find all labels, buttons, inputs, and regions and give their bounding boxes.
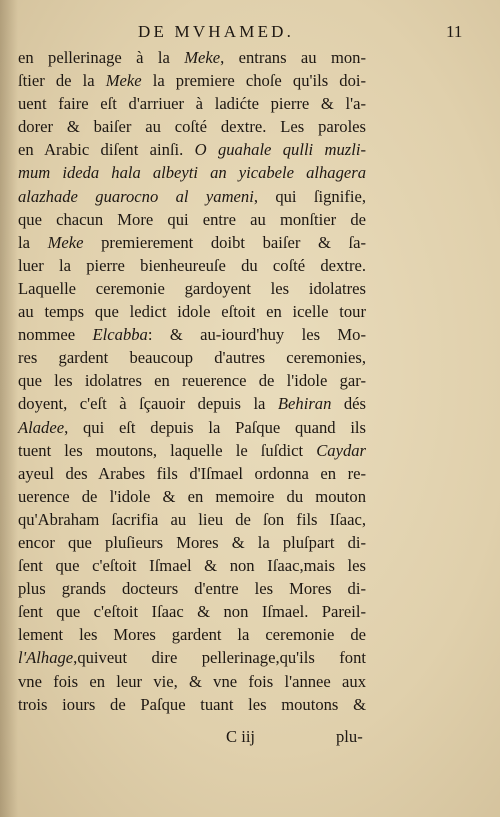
body-text (18, 46, 366, 716)
text-run: ayeul des Arabes fils d'Iſmael ordonna en re- (18, 463, 366, 483)
text-line (18, 115, 366, 138)
text-line (18, 300, 366, 323)
text-run: ſtier de la (18, 71, 106, 91)
text-run: lement les Mores gardent la ceremonie de (18, 625, 366, 645)
text-run: plus grands docteurs d'entre les Mores di- (18, 579, 366, 599)
text-line (18, 92, 366, 115)
text-run: ſent que c'eſtoit Iſmael & non Iſaac,mais les (18, 556, 366, 576)
text-run: qu'Abraham ſacrifia au lieu de ſon fils Iſaac, (18, 509, 366, 529)
text-run: vne fois en leur vie, & vne fois l'annee aux (18, 671, 366, 691)
italic-run: Meke (184, 48, 221, 67)
italic-run: Caydar (316, 440, 366, 460)
text-line (18, 369, 366, 392)
running-head (0, 22, 500, 46)
text-line (18, 46, 366, 69)
text-line (18, 623, 366, 646)
text-line (18, 69, 366, 92)
text-run: uent faire eſt d'arriuer à ladićte pierre & l'a- (18, 94, 366, 114)
italic-run: l'Alhage (18, 648, 74, 668)
text-line (18, 439, 366, 462)
text-line (18, 646, 366, 669)
text-run: trois iours de Paſque tuant les moutons & (18, 694, 366, 714)
text-run: res gardent beaucoup d'autres ceremonies, (18, 348, 366, 368)
text-run: , qui eſt depuis la Paſque quand ils (64, 417, 366, 437)
text-run: dés (331, 394, 366, 414)
text-run: la (18, 232, 48, 252)
text-line (18, 138, 366, 161)
text-line (18, 161, 366, 184)
italic-run: mum ideda hala albeyti an yicabele alhagera (18, 163, 366, 183)
signature-mark: C iij (226, 727, 256, 746)
text-run: doyent, c'eſt à ſçauoir depuis la (18, 394, 278, 414)
text-line (18, 554, 366, 577)
text-run: uerence de l'idole & en memoire du mouton (18, 486, 366, 506)
text-line (18, 346, 366, 369)
text-line (18, 485, 366, 508)
text-line (18, 323, 366, 346)
text-line (18, 670, 366, 693)
italic-run: Meke (47, 232, 84, 252)
text-run: nommee (18, 325, 93, 345)
signature-line (18, 727, 366, 751)
text-line (18, 508, 366, 531)
text-run: Laquelle ceremonie gardoyent les idolatres (18, 278, 366, 298)
text-run: , qui ſignifie, (253, 186, 366, 206)
text-line (18, 254, 366, 277)
running-title: DE MVHAMED. (138, 22, 295, 41)
text-run: encor que pluſieurs Mores & la pluſpart di- (18, 532, 366, 552)
text-run: que chacun More qui entre au monſtier de (18, 209, 366, 229)
text-line (18, 231, 366, 254)
catchword: plu- (336, 727, 363, 746)
text-line (18, 208, 366, 231)
text-run: tuent les moutons, laquelle le ſuſdict (18, 440, 317, 460)
italic-run: Aladee (18, 417, 65, 437)
text-line (18, 462, 366, 485)
page-number: 11 (446, 22, 463, 41)
text-run: luer la pierre bienheureuſe du coſté dextre. (18, 255, 366, 275)
italic-run: Elcabba (92, 325, 148, 345)
text-run: au temps que ledict idole eſtoit en icelle tour (18, 302, 366, 322)
text-run: , entrans au mon- (220, 48, 366, 67)
text-run: que les idolatres en reuerence de l'idole gar- (18, 371, 366, 391)
text-run: : & au-iourd'huy les Mo- (147, 325, 366, 345)
text-run: ,quiveut dire pellerinage,qu'ils font (73, 648, 366, 668)
text-run: premierement doibt baiſer & ſa- (83, 232, 366, 252)
italic-run: O guahale qulli muzli- (194, 140, 366, 160)
text-run: en Arabic diſent ainſi. (18, 140, 195, 160)
text-line (18, 693, 366, 716)
text-line (18, 531, 366, 554)
text-run: en pellerinage à la (18, 48, 185, 67)
text-run: dorer & baiſer au coſté dextre. Les paroles (18, 117, 366, 137)
text-line (18, 277, 366, 300)
italic-run: Behiran (277, 394, 332, 414)
text-run: la premiere choſe qu'ils doi- (141, 71, 366, 91)
text-line (18, 392, 366, 415)
text-run: ſent que c'eſtoit Iſaac & non Iſmael. Pareil- (18, 602, 366, 622)
italic-run: alazhade guarocno al yameni (18, 186, 254, 206)
text-line (18, 185, 366, 208)
italic-run: Meke (105, 71, 142, 91)
text-line (18, 600, 366, 623)
text-line (18, 577, 366, 600)
text-line (18, 416, 366, 439)
